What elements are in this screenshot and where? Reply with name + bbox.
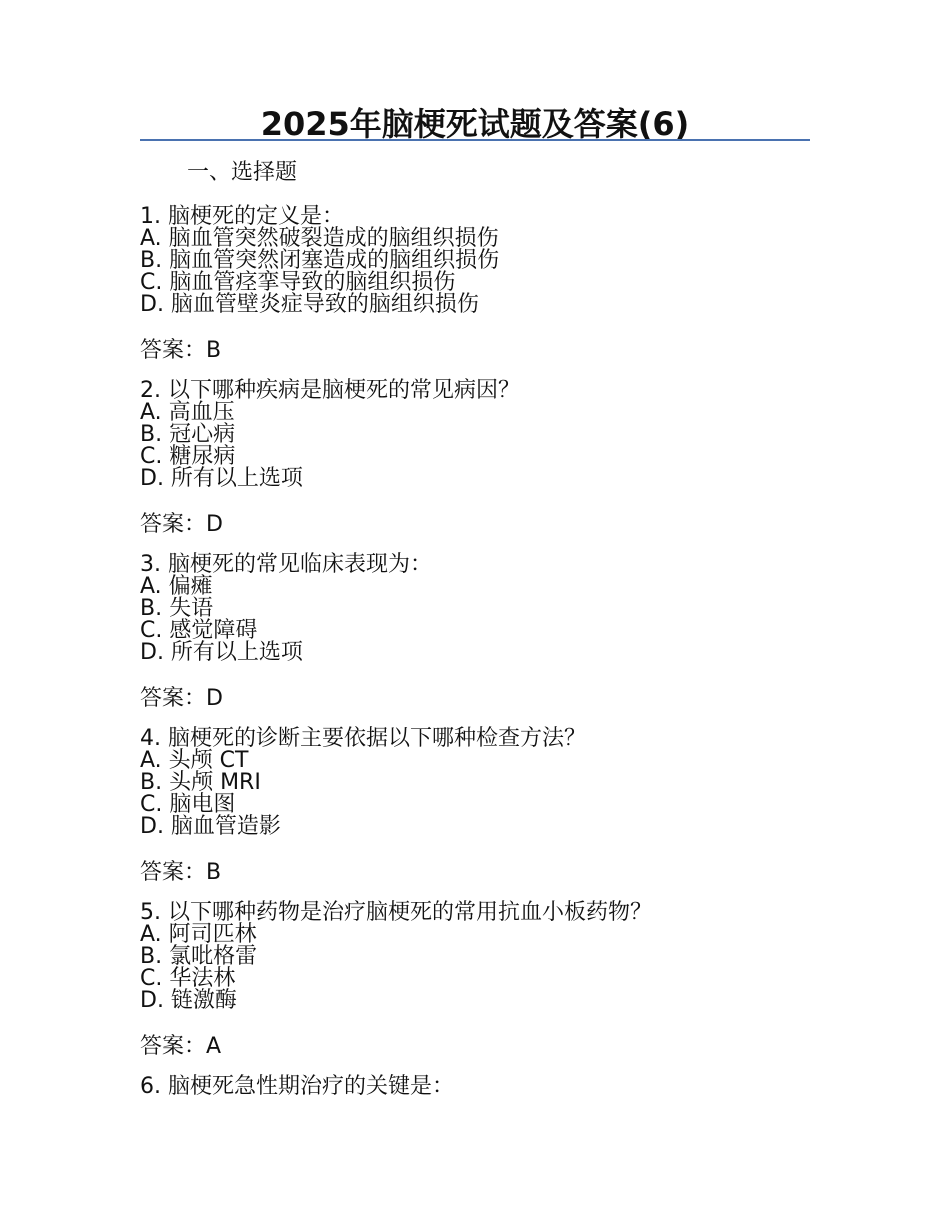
option-a: A. 脑血管突然破裂造成的脑组织损伤 (140, 226, 499, 251)
question-1 (140, 206, 820, 364)
question-stem: 3. 脑梗死的常见临床表现为： (140, 552, 432, 577)
question-stem: 2. 以下哪种疾病是脑梗死的常见病因？ (140, 378, 520, 403)
option-a: A. 高血压 (140, 400, 235, 425)
section-heading: 一、选择题 (187, 160, 298, 185)
question-6 (140, 1076, 820, 1098)
question-stem: 6. 脑梗死急性期治疗的关键是： (140, 1074, 454, 1099)
option-c: C. 脑血管痉挛导致的脑组织损伤 (140, 270, 456, 295)
answer: 答案：A (140, 1034, 222, 1059)
answer: 答案：D (140, 512, 223, 537)
answer: 答案：B (140, 860, 222, 885)
option-a: A. 头颅 CT (140, 748, 249, 773)
option-d: D. 脑血管壁炎症导致的脑组织损伤 (140, 292, 479, 317)
option-d: D. 脑血管造影 (140, 814, 281, 839)
question-5 (140, 902, 820, 1060)
option-c: C. 华法林 (140, 966, 236, 991)
option-b: B. 失语 (140, 596, 214, 621)
document-title: 2025年脑梗死试题及答案(6) (260, 105, 690, 143)
option-b: B. 冠心病 (140, 422, 236, 447)
option-a: A. 偏瘫 (140, 574, 213, 599)
option-b: B. 头颅 MRI (140, 770, 261, 795)
question-stem: 1. 脑梗死的定义是： (140, 204, 344, 229)
question-4 (140, 728, 820, 886)
question-stem: 5. 以下哪种药物是治疗脑梗死的常用抗血小板药物？ (140, 900, 652, 925)
option-c: C. 感觉障碍 (140, 618, 258, 643)
option-d: D. 所有以上选项 (140, 640, 303, 665)
option-b: B. 氯吡格雷 (140, 944, 258, 969)
question-stem: 4. 脑梗死的诊断主要依据以下哪种检查方法？ (140, 726, 586, 751)
answer: 答案：D (140, 686, 223, 711)
option-c: C. 脑电图 (140, 792, 236, 817)
answer: 答案：B (140, 338, 222, 363)
question-2 (140, 380, 820, 538)
question-3 (140, 554, 820, 712)
option-d: D. 所有以上选项 (140, 466, 303, 491)
option-d: D. 链激酶 (140, 988, 237, 1013)
option-a: A. 阿司匹林 (140, 922, 257, 947)
option-b: B. 脑血管突然闭塞造成的脑组织损伤 (140, 248, 500, 273)
option-c: C. 糖尿病 (140, 444, 236, 469)
title-underline (140, 139, 810, 141)
